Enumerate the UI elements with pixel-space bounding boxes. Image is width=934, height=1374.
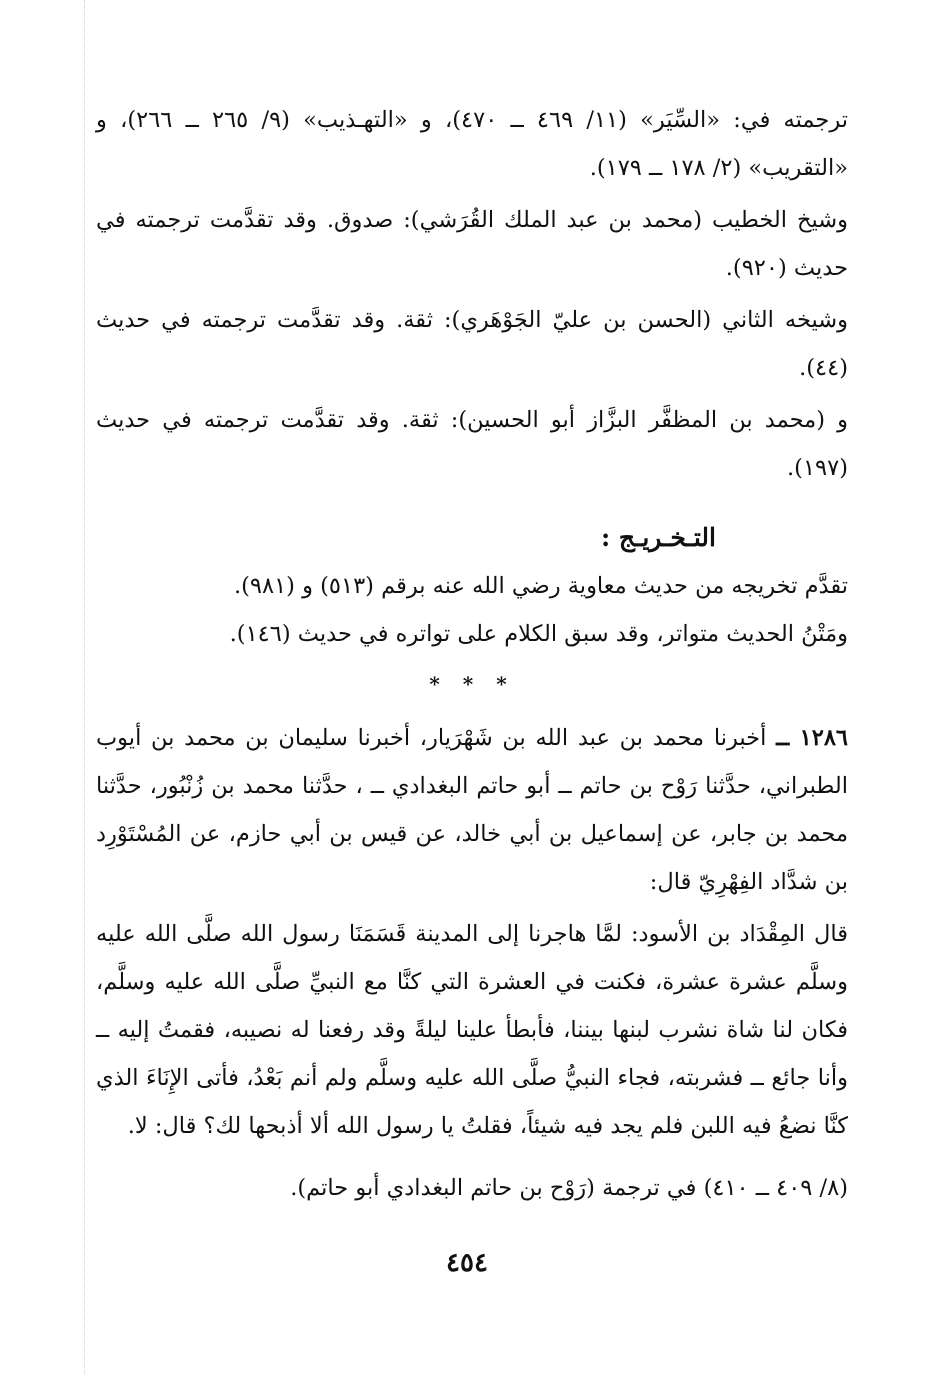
book-page xyxy=(96,96,848,1212)
muhammad-ibn-al-muzaffar-note: و (محمد بن المظفَّر البزَّاز أبو الحسين): ثقة. وقد تقدَّمت ترجمته في حديث (١٩٧). xyxy=(96,407,848,481)
hadith-number: ١٢٨٦ ــ xyxy=(776,725,848,751)
source-reference: (٨/ ٤٠٩ ــ ٤١٠) في ترجمة (رَوْح بن حاتم البغدادي أبو حاتم). xyxy=(290,1175,848,1201)
section-separator: * * * xyxy=(429,672,515,696)
hadith-isnad-text: أخبرنا محمد بن عبد الله بن شَهْرَيار، أخبرنا سليمان بن محمد بن أيوب الطبراني، حدَّثنا رَوْح بن حاتم ــ أبو حاتم البغدادي ــ ، حدَّثنا محمد بن زُنْبُور، حدَّثنا محمد بن جابر، عن إسماعيل بن أبي خالد، عن قيس بن أبي حازم، عن المُسْتَوْرِد بن شدَّاد الفِهْرِيّ قال: xyxy=(96,725,848,895)
second-shaykh-note: وشيخه الثاني (الحسن بن عليّ الجَوْهَري): ثقة. وقد تقدَّمت ترجمته في حديث (٤٤). xyxy=(96,307,848,381)
hadith-isnad xyxy=(96,714,848,906)
shaykh-al-khatib-note: وشيخ الخطيب (محمد بن عبد الملك القُرَشي): صدوق. وقد تقدَّمت ترجمته في حديث (٩٢٠). xyxy=(96,207,848,281)
tarjama-references: ترجمته في: «السِّيَر» (١١/ ٤٦٩ ــ ٤٧٠)، و «التهـذيب» (٩/ ٢٦٥ ــ ٢٦٦)، و «التقريب» (٢/ ١٧٨ ــ ١٧٩). xyxy=(96,107,848,181)
takhrij-line-1: تقدَّم تخريجه من حديث معاوية رضي الله عنه برقم (٥١٣) و (٩٨١). xyxy=(233,573,848,599)
takhrij-line-2: ومَتْنُ الحديث متواتر، وقد سبق الكلام على تواتره في حديث (١٤٦). xyxy=(229,621,848,647)
hadith-matn: قال المِقْدَاد بن الأسود: لمَّا هاجرنا إلى المدينة قَسَمَنَا رسول الله صلَّى الله عليه وسلَّم عشرة عشرة، فكنت في العشرة التي كنَّا مع النبيِّ صلَّى الله عليه وسلَّم، فكان لنا شاة نشرب لبنها بيننا، فأبطأ علينا ليلةً وقد رفعنا له نصيبه، فقمتُ إليه ــ وأنا جائع ــ فشربته، فجاء النبيُّ صلَّى الله عليه وسلَّم ولم أنم بَعْدُ، فأتى الإِنَاءَ الذي كنَّا نضعُ فيه اللبن فلم يجد فيه شيئاً، فقلتُ يا رسول الله ألا أذبحها لك؟ قال: لا. xyxy=(96,921,848,1139)
margin-guide-line xyxy=(84,0,85,1374)
takhrij-heading: التـخـريـج : xyxy=(600,523,716,552)
page-number: ٤٥٤ xyxy=(446,1248,488,1278)
